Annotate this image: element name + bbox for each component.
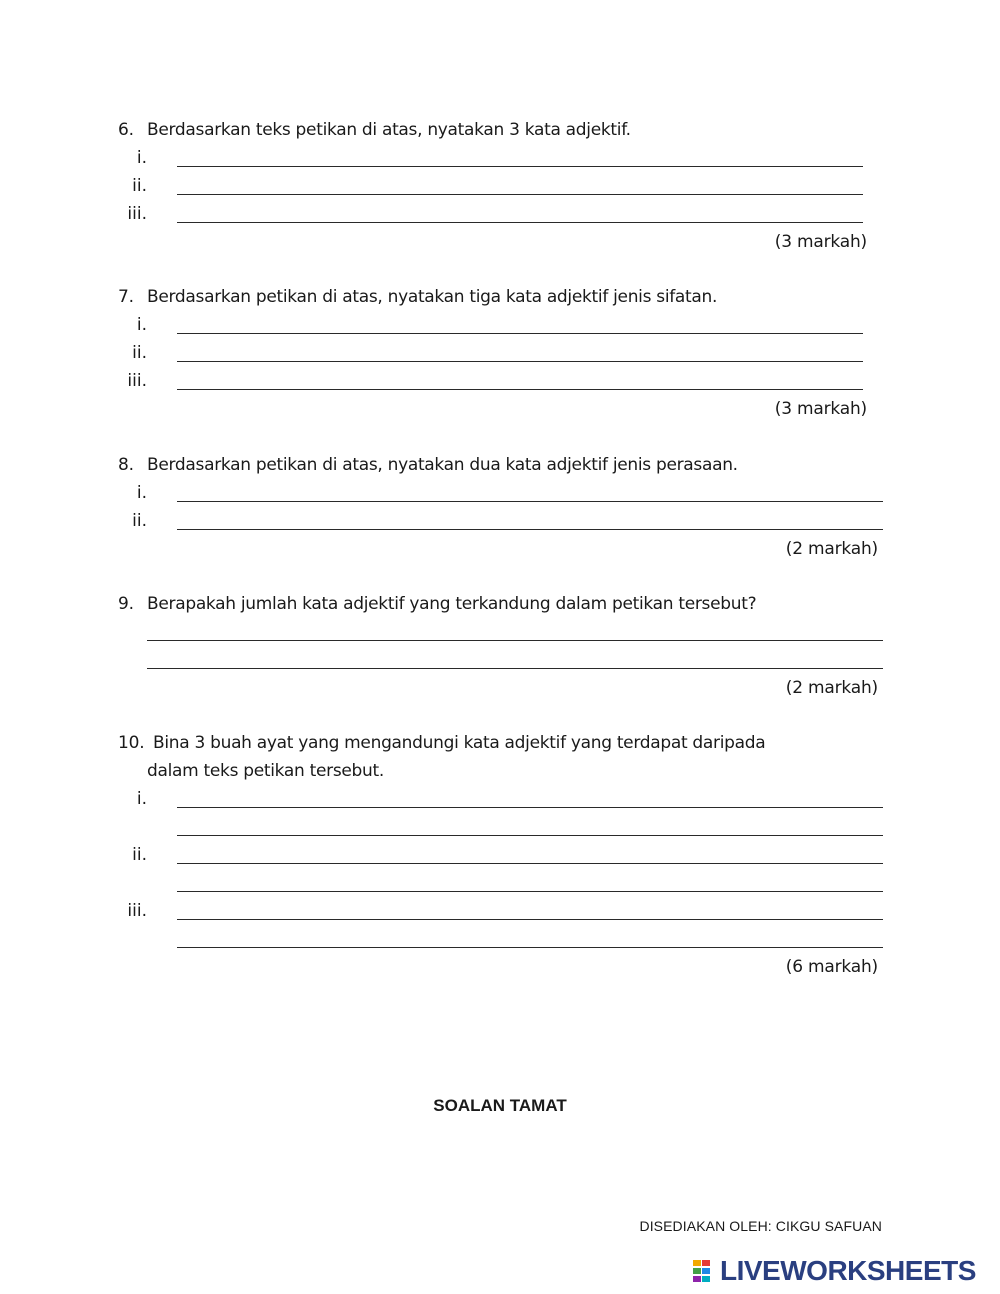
q9-number: 9. <box>118 594 134 614</box>
q8-item-i: i. <box>136 483 147 503</box>
q6-answer-line-iii[interactable] <box>177 222 863 223</box>
end-title: SOALAN TAMAT <box>433 1096 567 1115</box>
q10-text-line2: dalam teks petikan tersebut. <box>147 761 384 781</box>
q10-answer-line-iii-2[interactable] <box>177 947 883 948</box>
q7-answer-line-iii[interactable] <box>177 389 863 390</box>
q10-item-ii: ii. <box>132 845 147 865</box>
q6-number: 6. <box>118 120 134 140</box>
q7-answer-line-ii[interactable] <box>177 361 863 362</box>
q10-text-line1: Bina 3 buah ayat yang mengandungi kata adjektif yang terdapat daripada <box>153 733 766 753</box>
q7-text: Berdasarkan petikan di atas, nyatakan tiga kata adjektif jenis sifatan. <box>147 287 718 307</box>
q6-marks: (3 markah) <box>774 232 867 252</box>
liveworksheets-logo-text: LIVEWORKSHEETS <box>720 1255 976 1286</box>
q6-answer-line-ii[interactable] <box>177 194 863 195</box>
prepared-by-credit: DISEDIAKAN OLEH: CIKGU SAFUAN <box>639 1218 882 1234</box>
q7-item-iii: iii. <box>127 371 147 391</box>
q7-item-i: i. <box>136 315 147 335</box>
q8-answer-line-ii[interactable] <box>177 529 883 530</box>
q10-answer-line-ii-2[interactable] <box>177 891 883 892</box>
q8-number: 8. <box>118 455 134 475</box>
q10-answer-line-ii-1[interactable] <box>177 863 883 864</box>
q7-item-ii: ii. <box>132 343 147 363</box>
q10-number: 10. <box>118 733 145 753</box>
q10-item-i: i. <box>136 789 147 809</box>
q10-answer-line-i-2[interactable] <box>177 835 883 836</box>
q8-answer-line-i[interactable] <box>177 501 883 502</box>
q6-answer-line-i[interactable] <box>177 166 863 167</box>
q7-number: 7. <box>118 287 134 307</box>
q6-item-iii: iii. <box>127 204 147 224</box>
liveworksheets-logo-icon <box>693 1260 719 1282</box>
q6-text: Berdasarkan teks petikan di atas, nyatakan 3 kata adjektif. <box>147 120 631 140</box>
q10-marks: (6 markah) <box>785 957 878 977</box>
q6-item-ii: ii. <box>132 176 147 196</box>
q9-answer-line-2[interactable] <box>147 668 883 669</box>
q7-answer-line-i[interactable] <box>177 333 863 334</box>
q9-marks: (2 markah) <box>785 678 878 698</box>
q8-text: Berdasarkan petikan di atas, nyatakan dua kata adjektif jenis perasaan. <box>147 455 738 475</box>
q10-answer-line-i-1[interactable] <box>177 807 883 808</box>
q6-item-i: i. <box>136 148 147 168</box>
q10-answer-line-iii-1[interactable] <box>177 919 883 920</box>
q10-item-iii: iii. <box>127 901 147 921</box>
q7-marks: (3 markah) <box>774 399 867 419</box>
q9-text: Berapakah jumlah kata adjektif yang terkandung dalam petikan tersebut? <box>147 594 757 614</box>
q8-item-ii: ii. <box>132 511 147 531</box>
q9-answer-line-1[interactable] <box>147 640 883 641</box>
q8-marks: (2 markah) <box>785 539 878 559</box>
liveworksheets-logo[interactable] <box>693 1255 976 1287</box>
